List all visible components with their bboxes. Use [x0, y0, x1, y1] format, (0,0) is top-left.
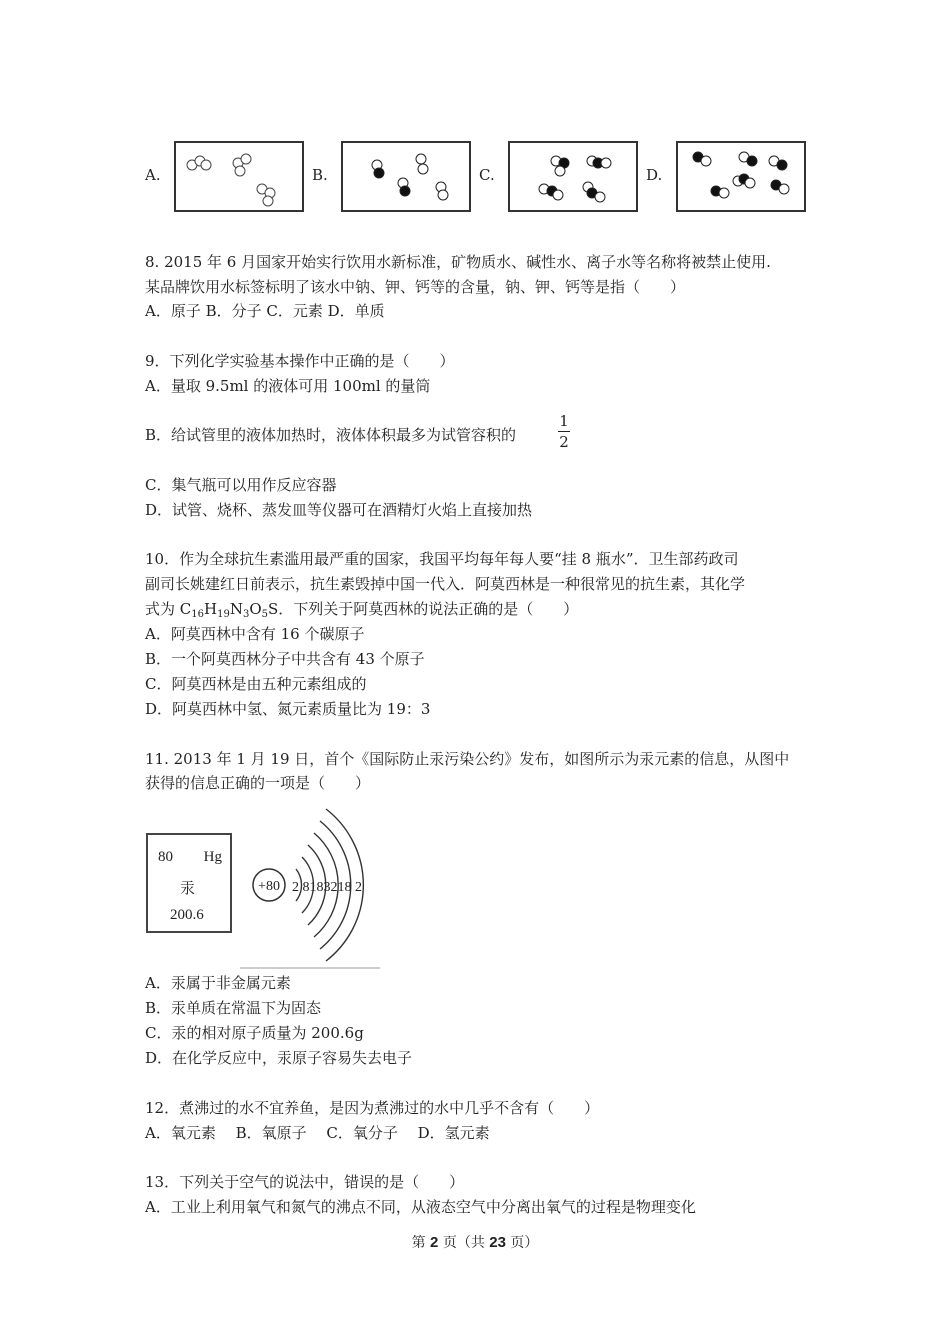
q11-option-b: B．汞单质在常温下为固态: [145, 999, 322, 1017]
q13-option-a: A．工业上利用氧气和氮气的沸点不同，从液态空气中分离出氧气的过程是物理变化: [145, 1198, 696, 1216]
molecule-diagram-d: [678, 143, 804, 210]
q10-option-a: A．阿莫西林中含有 16 个碳原子: [145, 625, 365, 643]
q9-option-c: C．集气瓶可以用作反应容器: [145, 476, 337, 494]
q12-options: A．氧元素 B．氧原子 C．氧分子 D．氢元素: [145, 1124, 490, 1142]
q10-option-c: C．阿莫西林是由五种元素组成的: [145, 675, 367, 693]
q9-option-b: B．给试管里的液体加热时，液体体积最多为试管容积的: [145, 426, 517, 444]
atomic-mass: 200.6: [170, 907, 204, 923]
q10-stem-line1: 10．作为全球抗生素滥用最严重的国家，我国平均每年每人要“挂 8 瓶水”．卫生部药政司: [145, 550, 739, 568]
q9-option-a: A．量取 9.5ml 的液体可用 100ml 的量筒: [145, 377, 431, 395]
element-card-mercury: [146, 833, 232, 933]
q10-option-d: D．阿莫西林中氢、氮元素质量比为 19：3: [145, 700, 431, 718]
q10-option-b: B．一个阿莫西林分子中共含有 43 个原子: [145, 650, 425, 668]
q11-option-a: A．汞属于非金属元素: [145, 974, 291, 992]
page-number: 2: [430, 1234, 439, 1251]
option-d-diagram: [676, 141, 806, 212]
q9-option-d: D．试管、烧杯、蒸发皿等仪器可在酒精灯火焰上直接加热: [145, 501, 533, 519]
atomic-structure-diagram: [240, 803, 382, 969]
option-c-label: C.: [479, 166, 495, 184]
fraction-numerator: 1: [559, 412, 569, 430]
electron-shells: 2 8183218 2: [292, 880, 362, 895]
fraction-denominator: 2: [559, 433, 569, 451]
option-a-diagram: [174, 141, 304, 212]
q13-stem: 13．下列关于空气的说法中，错误的是（ ）: [145, 1173, 465, 1191]
q9-stem: 9．下列化学实验基本操作中正确的是（ ）: [145, 352, 455, 370]
molecule-diagram-b: [343, 143, 469, 210]
fraction-one-half: [556, 413, 572, 450]
q10-stem-line3: 式为 $C_{16}H_{19}N_3O_5S$．下列关于阿莫西林的说法正确的是（ ）: [145, 600, 579, 620]
q12-stem: 12．煮沸过的水不宜养鱼，是因为煮沸过的水中几乎不含有（ ）: [145, 1099, 600, 1117]
option-c-diagram: [508, 141, 638, 212]
q8-stem-line2: 某品牌饮用水标签标明了该水中钠、钾、钙等的含量，钠、钾、钙等是指（ ）: [145, 278, 686, 296]
q10-stem-line2: 副司长姚建红日前表示，抗生素毁掉中国一代入．阿莫西林是一种很常见的抗生素，其化学: [145, 575, 746, 593]
element-symbol: Hg: [203, 849, 222, 865]
q8-stem-line1: 8. 2015 年 6 月国家开始实行饮用水新标准，矿物质水、碱性水、离子水等名称将被禁止使用.: [145, 253, 771, 271]
molecule-diagram-c: [510, 143, 636, 210]
option-b-label: B.: [312, 166, 328, 184]
option-b-diagram: [341, 141, 471, 212]
atomic-number: 80: [158, 849, 173, 865]
q11-option-d: D．在化学反应中，汞原子容易失去电子: [145, 1049, 413, 1067]
page-footer: 第 2 页（共 23 页）: [411, 1234, 539, 1251]
molecule-diagram-a: [176, 143, 302, 210]
element-name: 汞: [180, 881, 196, 897]
q11-stem-line1: 11. 2013 年 1 月 19 日，首个《国际防止汞污染公约》发布，如图所示为汞元素的信息，从图中: [145, 750, 790, 768]
q11-stem-line2: 获得的信息正确的一项是（ ）: [145, 774, 371, 792]
nucleus-charge: +80: [258, 879, 280, 894]
q11-option-c: C．汞的相对原子质量为 200.6g: [145, 1024, 364, 1042]
option-d-label: D.: [646, 166, 663, 184]
q8-options: A．原子 B．分子 C．元素 D．单质: [145, 302, 385, 320]
total-pages: 23: [489, 1234, 506, 1251]
option-a-label: A.: [145, 166, 161, 184]
